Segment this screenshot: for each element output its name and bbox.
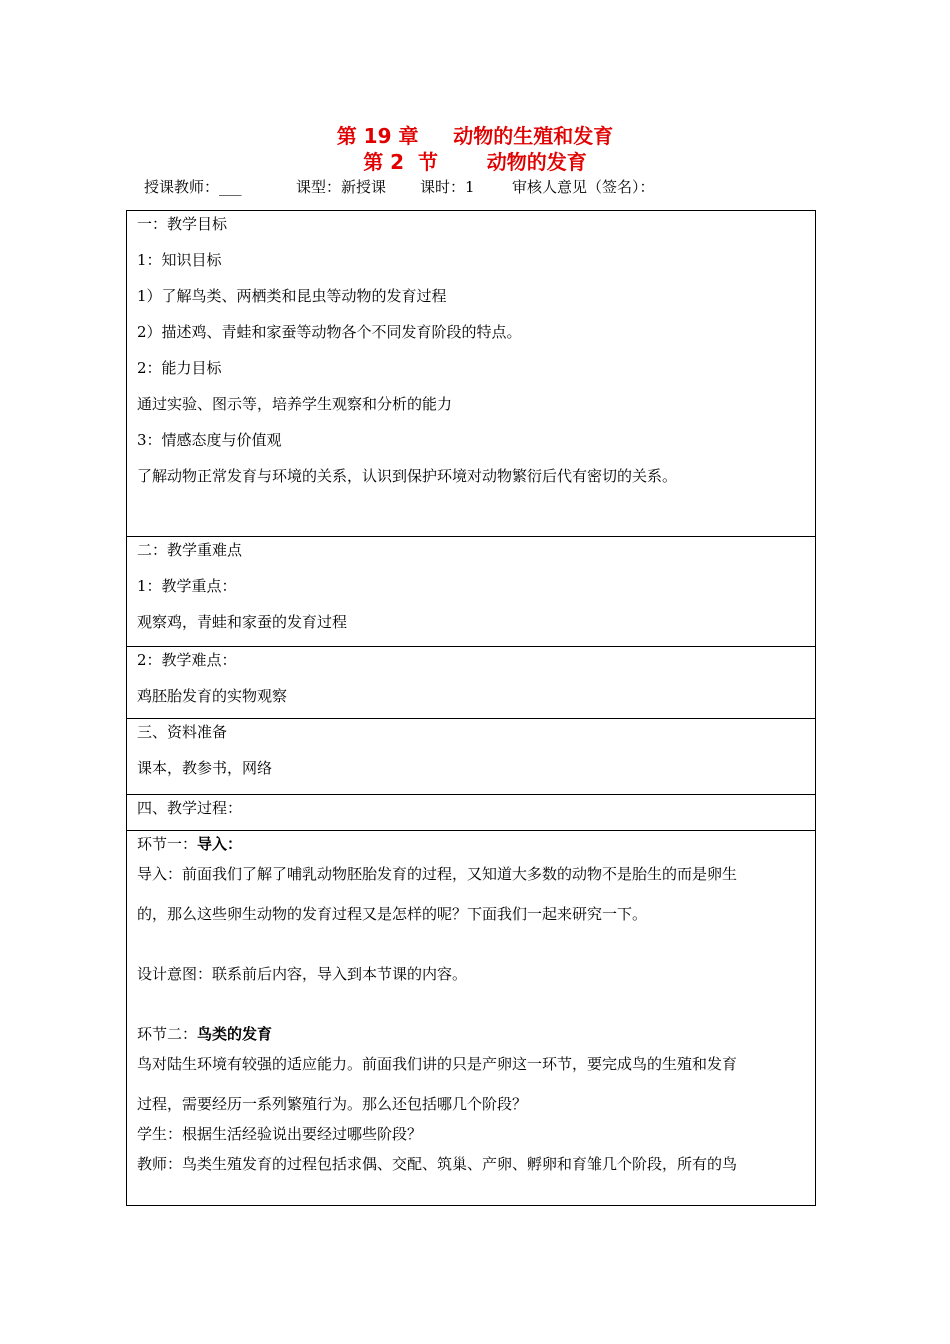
step1-intro-line-1: 导入：前面我们了解了哺乳动物胚胎发育的过程，又知道大多数的动物不是胎生的而是卵生 [137, 865, 738, 883]
step2-para-line-1: 鸟对陆生环境有较强的适应能力。前面我们讲的只是产卵这一环节，要完成鸟的生殖和发育 [137, 1055, 738, 1073]
step2-teacher: 教师：鸟类生殖发育的过程包括求偶、交配、筑巢、产卵、孵卵和育雏几个阶段，所有的鸟 [137, 1155, 738, 1173]
knowledge-heading: 1：知识目标 [137, 251, 222, 269]
difficulty-cell [127, 647, 815, 719]
section-title: 第 2 节 动物的发育 [363, 150, 587, 174]
step1-title [137, 831, 805, 861]
focus-text: 观察鸡，青蛙和家蚕的发育过程 [137, 613, 348, 631]
lesson-hours: 课时：1 [420, 178, 475, 196]
emotion-heading: 3：情感态度与价值观 [137, 431, 282, 449]
chapter-title: 第 19 章 动物的生殖和发育 [336, 124, 614, 148]
materials-heading: 三、资料准备 [137, 723, 228, 741]
teacher-field [144, 177, 242, 197]
focus-heading: 1：教学重点： [137, 577, 237, 595]
steps-cell [127, 831, 815, 1205]
step2-label-bold: 鸟类的发育 [197, 1025, 273, 1043]
step1-label-bold: 导入： [197, 835, 243, 853]
materials-text: 课本，教参书，网络 [137, 759, 273, 777]
ability-heading: 2：能力目标 [137, 359, 222, 377]
teacher-value: ___ [219, 178, 242, 196]
step1-design-intent: 设计意图：联系前后内容，导入到本节课的内容。 [137, 965, 468, 983]
step2-para-line-2: 过程，需要经历一系列繁殖行为。那么还包括哪几个阶段？ [137, 1095, 528, 1113]
ability-item-1: 通过实验、图示等，培养学生观察和分析的能力 [137, 395, 453, 413]
key-points-heading: 二：教学重难点 [137, 541, 243, 559]
step1-intro-line-2: 的，那么这些卵生动物的发育过程又是怎样的呢？下面我们一起来研究一下。 [137, 905, 648, 923]
lesson-plan-table [126, 210, 816, 1206]
step2-title [137, 1021, 805, 1051]
objectives-cell [127, 211, 815, 537]
knowledge-item-2: 2）描述鸡、青蛙和家蚕等动物各个不同发育阶段的特点。 [137, 323, 522, 341]
difficulty-heading: 2：教学难点： [137, 651, 237, 669]
emotion-item-1: 了解动物正常发育与环境的关系，认识到保护环境对动物繁衍后代有密切的关系。 [137, 467, 678, 485]
difficulty-text: 鸡胚胎发育的实物观察 [137, 687, 288, 705]
step1-label: 环节一： [137, 835, 198, 853]
reviewer-signature: 审核人意见（签名）： [512, 178, 655, 196]
materials-cell [127, 719, 815, 795]
lesson-type: 课型：新授课 [296, 178, 387, 196]
knowledge-item-1: 1）了解鸟类、两栖类和昆虫等动物的发育过程 [137, 287, 447, 305]
objectives-heading: 一：教学目标 [137, 215, 228, 233]
step2-label: 环节二： [137, 1025, 198, 1043]
step2-student: 学生：根据生活经验说出要经过哪些阶段？ [137, 1125, 423, 1143]
teacher-label: 授课教师： [144, 178, 220, 196]
process-cell [127, 795, 815, 831]
key-points-cell [127, 537, 815, 647]
process-heading: 四、教学过程： [137, 799, 243, 817]
